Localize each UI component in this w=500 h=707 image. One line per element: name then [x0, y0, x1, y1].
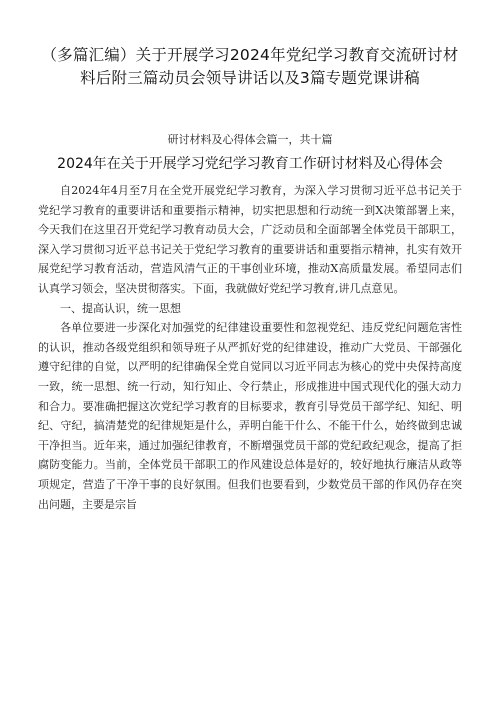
document-title: （多篇汇编）关于开展学习2024年党纪学习教育交流研讨材料后附三篇动员会领导讲话以及3篇专题党课讲稿 [41, 46, 459, 87]
document-body [38, 181, 462, 514]
section-label: 研讨材料及心得体会篇一，共十篇 [167, 133, 333, 146]
paragraph-body-1: 各单位要进一步深化对加强党的纪律建设重要性和忽视党纪、违反党纪问题危害性的认识，推动各级党组织和领导班子从严抓好党的纪律建设，推动广大党员、干部强化遵守纪律的自觉，以严明的纪律确保全党自觉同以习近平同志为核心的党中央保持高度一致，统一思想、统一行动，知行知止、令行禁止，形成推进中国式现代化的强大动力和合力。要准确把握这次党纪学习教育的目标要求，教育引导党员干部学纪、知纪、明纪、守纪，搞清楚党的纪律规矩是什么，弄明白能干什么、不能干什么，始终做到忠诚干净担当。近年来，通过加强纪律教育，不断增强党员干部的党纪政纪观念，提高了拒腐防变能力。当前，全体党员干部职工的作风建设总体是好的，较好地执行廉洁从政等项规定，营造了干净干事的良好氛围。但我们也要看到，少数党员干部的作风仍存在突出问题，主要是宗旨 [38, 321, 462, 511]
section-title: 2024年在关于开展学习党纪学习教育工作研讨材料及心得体会 [57, 156, 443, 172]
paragraph-heading-1: 一、提高认识，统一思想 [60, 301, 181, 315]
paragraph-intro: 自2024年4月至7月在全党开展党纪学习教育，为深入学习贯彻习近平总书记关于党纪学习教育的重要讲话和重要指示精神，切实把思想和行动统一到X决策部署上来，今天我们在这里召开党纪学习教育动员大会，广泛动员和全面部署全体党员干部职工，深入学习贯彻习近平总书记关于党纪学习教育的重要讲话和重要指示精神，扎实有效开展党纪学习教育活动，营造风清气正的干事创业环境，推动X高质量发展。希望同志们认真学习领会，坚决贯彻落实。下面，我就做好党纪学习教育,讲几点意见。 [38, 184, 462, 295]
